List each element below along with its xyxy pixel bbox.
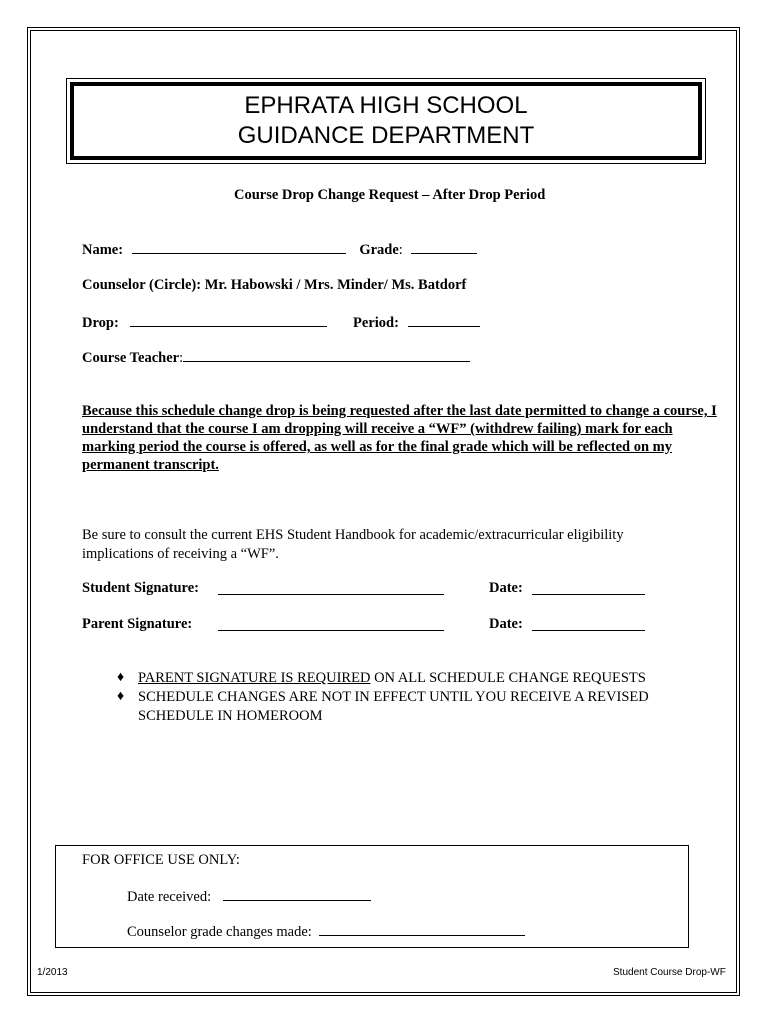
- grade-changes-label: Counselor grade changes made:: [127, 924, 312, 940]
- drop-field[interactable]: [130, 313, 327, 327]
- department-name: GUIDANCE DEPARTMENT: [237, 122, 535, 149]
- period-field[interactable]: [408, 313, 480, 327]
- name-field[interactable]: [132, 240, 346, 254]
- student-date-label: Date:: [489, 580, 523, 596]
- wf-notice: Because this schedule change drop is being requested after the last date permitted to change a course, I understand that the course I am dropping will receive a “WF” (withdrew failing) mark for each marking period the course is offered, as well as for the final grade which will be reflected on my permanent transcript.: [82, 403, 717, 473]
- student-date-field[interactable]: [532, 581, 645, 595]
- consult-note: Be sure to consult the current EHS Student Handbook for academic/extracurricular eligibility implications of receiving a “WF”.: [82, 527, 624, 562]
- bullet-item-1: PARENT SIGNATURE IS REQUIRED ON ALL SCHEDULE CHANGE REQUESTS: [138, 670, 646, 686]
- grade-changes-row: [127, 922, 525, 941]
- footer-form-name: Student Course Drop-WF: [613, 967, 726, 978]
- student-signature-row: [82, 580, 199, 597]
- bullet-item-2: SCHEDULE CHANGES ARE NOT IN EFFECT UNTIL YOU RECEIVE A REVISED SCHEDULE IN HOMEROOM: [138, 689, 649, 724]
- parent-signature-field[interactable]: [218, 617, 444, 631]
- teacher-field[interactable]: [183, 348, 470, 362]
- drop-label: Drop:: [82, 315, 119, 331]
- diamond-bullet-icon: ♦: [117, 689, 125, 704]
- grade-field[interactable]: [411, 240, 477, 254]
- drop-row: [82, 313, 480, 332]
- form-title: Course Drop Change Request – After Drop Period: [234, 187, 546, 203]
- parent-date-label: Date:: [489, 616, 523, 632]
- office-use-box: [55, 845, 689, 948]
- grade-changes-field[interactable]: [319, 922, 525, 936]
- name-label: Name:: [82, 242, 124, 258]
- office-title: FOR OFFICE USE ONLY:: [82, 852, 240, 868]
- counselor-row[interactable]: Counselor (Circle): Mr. Habowski / Mrs. Minder/ Ms. Batdorf: [82, 277, 467, 293]
- school-name: EPHRATA HIGH SCHOOL: [244, 92, 528, 119]
- header-title-block: [70, 82, 702, 160]
- period-label: Period:: [353, 315, 399, 331]
- date-received-row: [127, 887, 371, 906]
- header-box: [66, 78, 706, 164]
- parent-signature-label: Parent Signature:: [82, 616, 193, 632]
- student-signature-field[interactable]: [218, 581, 444, 595]
- footer-date: 1/2013: [37, 967, 68, 978]
- grade-label: Grade: [359, 242, 399, 258]
- diamond-bullet-icon: ♦: [117, 670, 125, 685]
- name-row: Name: Grade:: [82, 240, 477, 259]
- date-received-label: Date received:: [127, 889, 212, 905]
- parent-date-field[interactable]: [532, 617, 645, 631]
- teacher-row: Course Teacher:: [82, 348, 470, 367]
- parent-signature-required: PARENT SIGNATURE IS REQUIRED: [138, 670, 371, 686]
- student-signature-label: Student Signature:: [82, 580, 199, 596]
- date-received-field[interactable]: [223, 887, 371, 901]
- teacher-label: Course Teacher: [82, 350, 180, 366]
